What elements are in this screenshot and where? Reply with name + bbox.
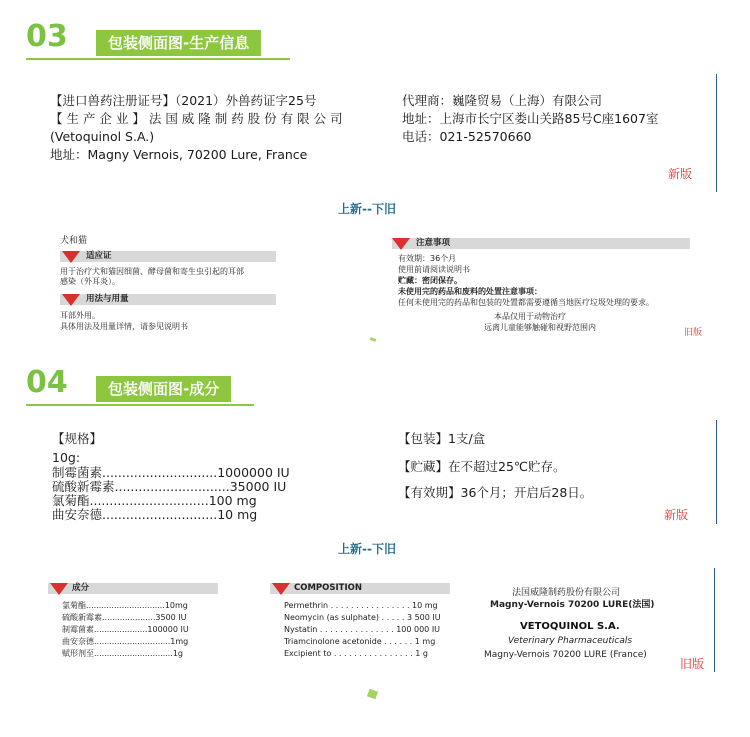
- usage-line-2: 具体用法及用量详情，请参见说明书: [60, 322, 188, 331]
- company-cn: 法国威隆制药股份有限公司: [512, 588, 621, 598]
- red-triangle-icon: [62, 294, 80, 306]
- section-04-underline: [26, 404, 254, 406]
- notes-line-4: 未使用完的药品和废料的处置注意事项：: [398, 287, 542, 296]
- indication-header: 适应证: [86, 251, 112, 261]
- notes-center-line-2: 远离儿童能够触碰和视野范围内: [484, 323, 596, 332]
- spec-row-triamcinolone: 曲安奈德.............................10 mg: [52, 507, 258, 522]
- new-old-caption: 上新--下旧: [338, 542, 396, 556]
- spec-header: 【规格】: [52, 431, 103, 446]
- company-addr-en: Magny-Vernois 70200 LURE (France): [484, 650, 647, 660]
- en-row-1: Permethrin . . . . . . . . . . . . . . . . 10 mg: [284, 601, 438, 610]
- company-en: VETOQUINOL S.A.: [520, 621, 620, 632]
- agent-line: 代理商：巍隆贸易（上海）有限公司: [402, 93, 603, 108]
- section-03-number: 03: [26, 19, 68, 54]
- red-triangle-icon: [62, 251, 80, 263]
- spec-row-nystatin: 制霉菌素.............................1000000 IU: [52, 465, 290, 480]
- notes-center-line-1: 本品仅用于动物治疗: [494, 312, 566, 321]
- notes-line-5: 任何未使用完的药品和包装的处置都需要遵循当地医疗垃圾处理的要求。: [398, 298, 654, 307]
- usage-header: 用法与用量: [86, 294, 129, 304]
- storage-line: 【贮藏】在不超过25℃贮存。: [398, 459, 566, 474]
- en-composition-header: COMPOSITION: [294, 583, 362, 593]
- en-row-3: Nystatin . . . . . . . . . . . . . . . 100 000 IU: [284, 625, 441, 634]
- divider-line: [716, 420, 717, 524]
- divider-line: [714, 568, 715, 672]
- section-04-title: 包装侧面图-成分: [96, 376, 231, 402]
- red-triangle-icon: [50, 583, 68, 595]
- company-tagline: Veterinary Pharmaceuticals: [508, 636, 633, 646]
- green-mark: [367, 689, 378, 700]
- agent-phone-line: 电话：021-52570660: [402, 129, 532, 144]
- divider-line: [716, 74, 717, 192]
- new-version-label: 新版: [664, 508, 689, 522]
- cn-row-4: 曲安奈德..............................1mg: [62, 637, 189, 646]
- indication-line-1: 用于治疗犬和猫因细菌、酵母菌和寄生虫引起的耳部: [60, 267, 244, 276]
- new-version-label: 新版: [668, 167, 693, 181]
- old-version-label: 旧版: [680, 657, 705, 671]
- manufacturer-en-line: (Vetoquinol S.A.): [50, 129, 155, 144]
- spec-amount: 10g:: [52, 450, 81, 465]
- species-text: 犬和猫: [60, 236, 88, 246]
- cn-row-2: 硫酸新霉素.....................3500 IU: [62, 613, 187, 622]
- notes-line-1: 有效期：36个月: [398, 254, 457, 263]
- address-line: 地址：Magny Vernois, 70200 Lure, France: [50, 147, 308, 162]
- section-03-underline: [26, 58, 290, 60]
- red-triangle-icon: [392, 238, 410, 250]
- notes-line-3: 贮藏：密闭保存。: [398, 276, 462, 285]
- usage-line-1: 耳部外用。: [60, 311, 100, 320]
- green-mark: [370, 337, 377, 342]
- indication-line-2: 感染（外耳炎）。: [60, 277, 120, 286]
- new-old-caption: 上新--下旧: [338, 202, 396, 216]
- cn-composition-header: 成分: [72, 583, 90, 593]
- expiry-line: 【有效期】36个月；开启后28日。: [398, 485, 593, 500]
- cn-row-5: 赋形剂至...............................1g: [62, 649, 183, 658]
- spec-row-permethrin: 氯菊酯..............................100 mg: [52, 493, 257, 508]
- en-row-2: Neomycin (as sulphate) . . . . . 3 500 IU: [284, 613, 441, 622]
- section-04-number: 04: [26, 365, 68, 400]
- spec-row-neomycin: 硫酸新霉素.............................35000 IU: [52, 479, 287, 494]
- section-03-title: 包装侧面图-生产信息: [96, 30, 261, 56]
- cn-row-1: 氯菊酯...............................10mg: [62, 601, 188, 610]
- notes-line-2: 使用前请阅读说明书: [398, 265, 470, 274]
- en-row-5: Excipient to . . . . . . . . . . . . . . . . 1 g: [284, 649, 428, 658]
- red-triangle-icon: [272, 583, 290, 595]
- company-addr-cn: Magny-Vernois 70200 LURE(法国): [490, 600, 655, 610]
- cn-row-3: 制霉菌素.....................100000 IU: [62, 625, 189, 634]
- reg-no-line: 【进口兽药注册证号】（2021）外兽药证字25号: [50, 93, 317, 108]
- package-line: 【包装】1支/盒: [398, 431, 486, 446]
- manufacturer-line: 【 生 产 企 业 】 法 国 威 隆 制 药 股 份 有 限 公 司: [50, 111, 343, 126]
- notes-header: 注意事项: [416, 238, 451, 248]
- old-version-label: 旧版: [684, 328, 703, 338]
- en-row-4: Triamcinolone acetonide . . . . . . 1 mg: [284, 637, 436, 646]
- agent-address-line: 地址：上海市长宁区娄山关路85号C座1607室: [402, 111, 659, 126]
